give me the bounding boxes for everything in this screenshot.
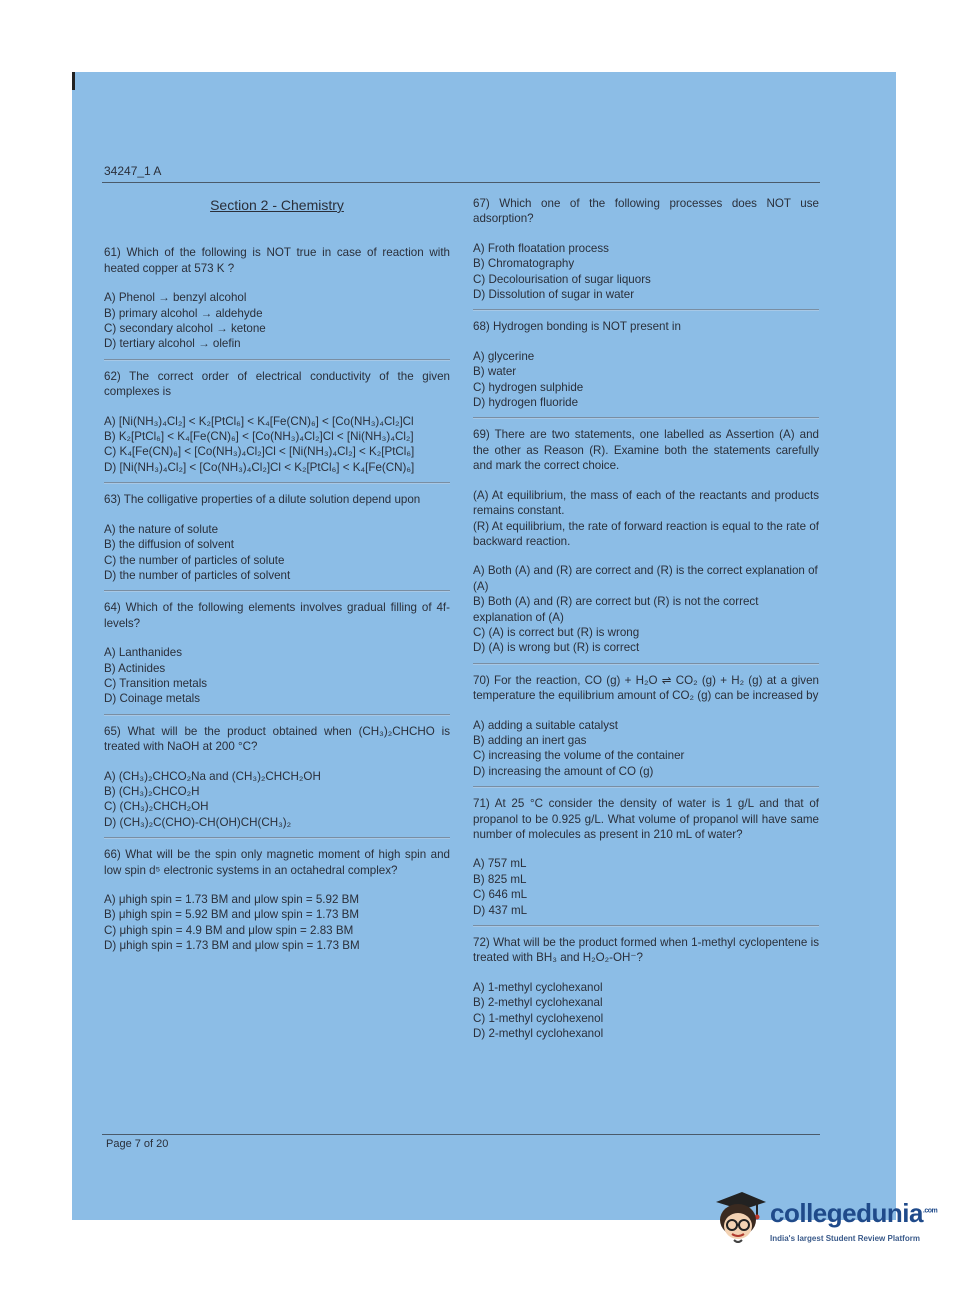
option: B) primary alcohol → aldehyde [104, 306, 263, 320]
page-number: Page 7 of 20 [106, 1138, 169, 1150]
question-62 [104, 369, 450, 475]
question-stem: 62) The correct order of electrical conductivity of the given complexes is [104, 369, 450, 399]
option: A) glycerine [473, 349, 535, 363]
question-65 [104, 724, 450, 830]
question-divider [473, 309, 819, 311]
option: A) adding a suitable catalyst [473, 718, 619, 732]
option: D) (A) is wrong but (R) is correct [473, 641, 640, 655]
option: B) the diffusion of solvent [104, 538, 234, 552]
header-rule [102, 182, 820, 183]
option: B) (CH₃)₂CHCO₂H [104, 784, 200, 798]
option: A) μhigh spin = 1.73 BM and μlow spin = 5.92 BM [104, 893, 360, 906]
option-list [104, 892, 450, 954]
option-list [473, 349, 819, 411]
option: A) 757 mL [473, 857, 527, 871]
option: D) increasing the amount of CO (g) [473, 764, 654, 778]
option: B) Both (A) and (R) are correct but (R) is not the correct explanation of (A) [473, 595, 759, 624]
question-divider [473, 663, 819, 665]
question-61 [104, 245, 450, 351]
option: C) Transition metals [104, 676, 208, 690]
brand-name: collegedunia$^{.com}$ [770, 1198, 938, 1228]
option: D) hydrogen fluoride [473, 396, 579, 410]
assertion-reason [473, 488, 819, 550]
option: C) Decolourisation of sugar liquors [473, 272, 651, 286]
question-stem: 71) At 25 °C consider the density of water is 1 g/L and that of propanol to be 0.925 g/L. What volume of propanol will have same number of molecules as present in 210 mL of water? [473, 797, 819, 841]
option-list [473, 563, 819, 655]
collegedunia-watermark [712, 1188, 952, 1248]
option: B) 2-methyl cyclohexanal [473, 996, 603, 1010]
question-stem: 68) Hydrogen bonding is NOT present in [473, 320, 681, 334]
option-list [473, 718, 819, 780]
question-divider [473, 417, 819, 419]
option: B) water [473, 365, 517, 379]
option: B) Actinides [104, 661, 166, 675]
option: C) 1-methyl cyclohexenol [473, 1011, 604, 1025]
question-divider [104, 714, 450, 716]
option: D) 437 mL [473, 903, 528, 917]
question-stem: 72) What will be the product formed when 1-methyl cyclopentene is treated with BH₃ and H₂O₂-OH⁻? [473, 936, 819, 965]
question-64 [104, 600, 450, 706]
option: B) Chromatography [473, 257, 575, 271]
question-63 [104, 492, 450, 583]
option-list [473, 980, 819, 1042]
question-stem: 69) There are two statements, one labelled as Assertion (A) and the other as Reason (R). Examine both the statements carefully and mark the correct choice. [473, 428, 819, 473]
option-list [104, 645, 450, 707]
question-71 [473, 796, 819, 918]
option: D) the number of particles of solvent [104, 568, 291, 582]
assertion: (A) At equilibrium, the mass of each of the reactants and products remains constant. [473, 488, 819, 518]
option: D) 2-methyl cyclohexanol [473, 1027, 604, 1041]
question-68 [473, 319, 819, 410]
option: B) 825 mL [473, 872, 527, 886]
option: D) Coinage metals [104, 692, 201, 706]
question-72 [473, 935, 819, 1041]
option-list [104, 414, 450, 476]
option: C) the number of particles of solute [104, 553, 285, 567]
option: C) K₄[Fe(CN)₆] < [Co(NH₃)₄Cl₂]Cl < [Ni(NH₃)₄Cl₂] < K₂[PtCl₆] [104, 445, 415, 459]
question-divider [104, 590, 450, 592]
option-list [473, 856, 819, 918]
option: A) (CH₃)₂CHCO₂Na and (CH₃)₂CHCH₂OH [104, 769, 321, 783]
option: D) [Ni(NH₃)₄Cl₂] < [Co(NH₃)₄Cl₂]Cl < K₂[PtCl₆] < K₄[Fe(CN)₆] [104, 460, 415, 474]
option-list [104, 522, 450, 584]
option: D) Dissolution of sugar in water [473, 288, 635, 302]
question-66 [104, 847, 450, 953]
option: A) 1-methyl cyclohexanol [473, 980, 603, 994]
question-stem: 70) For the reaction, CO (g) + H₂O ⇌ CO₂ (g) + H₂ (g) at a given temperature the equilibrium amount of CO₂ (g) can be increased by [473, 673, 819, 703]
option: C) hydrogen sulphide [473, 380, 584, 394]
question-70 [473, 673, 819, 779]
option: A) Lanthanides [104, 646, 182, 660]
reason: (R) At equilibrium, the rate of forward reaction is equal to the rate of backward reaction. [473, 519, 819, 548]
option: A) Froth floatation process [473, 241, 609, 255]
question-stem: 66) What will be the spin only magnetic moment of high spin and low spin d⁵ electronic systems in an octahedral complex? [104, 848, 450, 877]
question-67 [473, 196, 819, 302]
question-stem: 67) Which one of the following processes does NOT use adsorption? [473, 197, 819, 226]
option: C) μhigh spin = 4.9 BM and μlow spin = 2.83 BM [104, 923, 354, 937]
paper-code: 34247_1 A [104, 164, 162, 178]
question-stem: 64) Which of the following elements involves gradual filling of 4f- levels? [104, 601, 450, 630]
question-divider [473, 925, 819, 927]
question-stem: 65) What will be the product obtained when (CH₃)₂CHCHO is treated with NaOH at 200 °C? [104, 724, 450, 754]
option-list [473, 241, 819, 303]
option: A) Phenol → benzyl alcohol [104, 291, 247, 305]
option: B) K₂[PtCl₆] < K₄[Fe(CN)₆] < [Co(NH₃)₄Cl₂]Cl < [Ni(NH₃)₄Cl₂] [104, 430, 414, 444]
left-column [104, 196, 450, 954]
question-divider [473, 786, 819, 788]
option: B) μhigh spin = 5.92 BM and μlow spin = 1.73 BM [104, 908, 360, 922]
scan-edge-mark [72, 72, 75, 90]
option: A) [Ni(NH₃)₄Cl₂] < K₂[PtCl₆] < K₄[Fe(CN)₆] < [Co(NH₃)₄Cl₂]Cl [104, 414, 414, 428]
brand-tagline: India's largest Student Review Platform [770, 1234, 920, 1243]
right-column [473, 196, 819, 1041]
mascot-icon [712, 1188, 768, 1248]
option: C) (CH₃)₂CHCH₂OH [104, 800, 209, 814]
option: A) the nature of solute [104, 522, 219, 536]
option-list [104, 290, 450, 352]
question-stem: 63) The colligative properties of a dilute solution depend upon [104, 493, 421, 507]
question-69 [473, 427, 819, 655]
question-divider [104, 837, 450, 839]
option: B) adding an inert gas [473, 733, 587, 747]
question-divider [104, 482, 450, 484]
option-list [104, 769, 450, 831]
option: D) (CH₃)₂C(CHO)-CH(OH)CH(CH₃)₂ [104, 815, 292, 829]
option: C) secondary alcohol → ketone [104, 322, 266, 336]
option: C) increasing the volume of the container [473, 749, 685, 763]
section-title: Section 2 - Chemistry [210, 197, 344, 213]
question-stem: 61) Which of the following is NOT true in case of reaction with heated copper at 573 K ? [104, 246, 450, 275]
option: C) 646 mL [473, 888, 528, 902]
option: A) Both (A) and (R) are correct and (R) is the correct explanation of (A) [473, 564, 818, 593]
option: D) tertiary alcohol → olefin [104, 337, 241, 351]
option: C) (A) is correct but (R) is wrong [473, 625, 640, 639]
footer-rule [102, 1134, 820, 1135]
option: D) μhigh spin = 1.73 BM and μlow spin = 1.73 BM [104, 939, 360, 953]
question-divider [104, 359, 450, 361]
